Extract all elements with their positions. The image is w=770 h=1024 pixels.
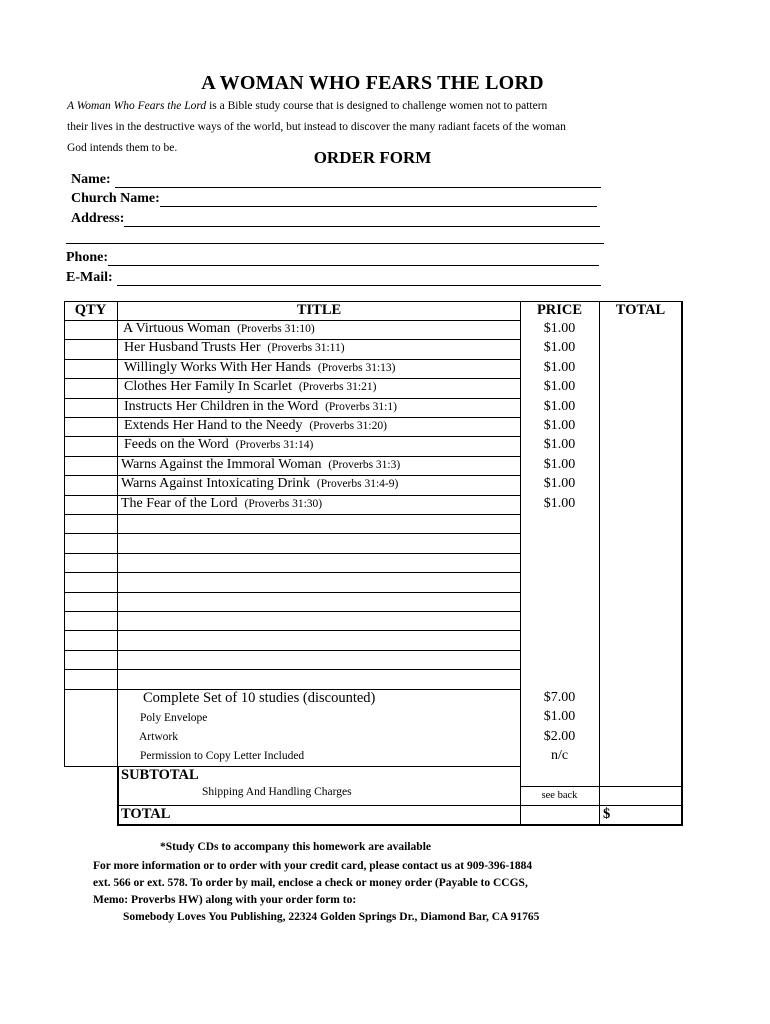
- item-title-text: Extends Her Hand to the Needy: [124, 418, 303, 433]
- shipping-price: see back: [541, 790, 578, 801]
- mailing-address: Somebody Loves You Publishing, 22324 Golden Springs Dr., Diamond Bar, CA 91765: [123, 911, 540, 923]
- address-field[interactable]: Address:: [71, 209, 600, 227]
- intro-line-3: God intends them to be.: [67, 142, 178, 154]
- grid-line: [681, 301, 683, 826]
- grid-line: [64, 553, 520, 554]
- grid-line: [64, 514, 520, 515]
- grid-line: [64, 669, 520, 670]
- item-reference: (Proverbs 31:13): [315, 361, 396, 374]
- item-title: [124, 379, 376, 395]
- item-title: [123, 321, 315, 337]
- grid-line: [64, 650, 520, 651]
- item-title-text: The Fear of the Lord: [121, 495, 238, 511]
- shipping-label: Shipping And Handling Charges: [202, 786, 352, 798]
- grid-line: [64, 592, 520, 593]
- qty-header: QTY: [74, 302, 107, 318]
- item-price: $1.00: [543, 456, 576, 472]
- intro-line-2: their lives in the destructive ways of the world, but instead to discover the many radiant facets of the woman: [67, 121, 566, 133]
- poly-envelope-price: $1.00: [543, 709, 576, 724]
- item-title: [124, 360, 396, 376]
- poly-envelope-label: Poly Envelope: [140, 712, 208, 724]
- page-title: A WOMAN WHO FEARS THE LORD: [201, 72, 544, 94]
- grid-line: [520, 786, 681, 787]
- item-title-text: Instructs Her Children in the Word: [124, 398, 319, 414]
- item-title: [124, 340, 345, 356]
- item-title: [124, 399, 397, 415]
- item-reference: (Proverbs 31:10): [234, 323, 315, 335]
- address-line-2[interactable]: [66, 243, 604, 244]
- contact-line-3: Memo: Proverbs HW) along with your order form to:: [93, 894, 357, 906]
- item-reference: (Proverbs 31:20): [306, 420, 387, 432]
- item-title-text: Warns Against Intoxicating Drink: [121, 476, 311, 492]
- item-price: $1.00: [543, 418, 576, 433]
- grid-line: [64, 533, 520, 534]
- item-title: [121, 496, 322, 512]
- item-reference: (Proverbs 31:1): [322, 400, 397, 413]
- order-form-heading: ORDER FORM: [313, 148, 432, 167]
- price-header: PRICE: [536, 302, 583, 318]
- item-price: $1.00: [543, 437, 576, 453]
- item-price: $1.00: [543, 398, 576, 414]
- grid-line: [117, 301, 118, 766]
- grid-line: [117, 766, 119, 826]
- name-line[interactable]: [115, 173, 601, 188]
- artwork-price: $2.00: [543, 729, 576, 744]
- contact-line-2: ext. 566 or ext. 578. To order by mail, enclose a check or money order (Payable to CCGS,: [93, 877, 528, 889]
- phone-field[interactable]: Phone:: [66, 248, 599, 266]
- grid-line: [64, 301, 65, 766]
- item-title: [121, 476, 398, 492]
- course-name: A Woman Who Fears the Lord: [67, 100, 207, 112]
- item-title-text: Her Husband Trusts Her: [124, 340, 261, 356]
- total-value: $: [603, 806, 611, 822]
- item-title-text: A Virtuous Woman: [123, 321, 231, 336]
- item-title-text: Feeds on the Word: [124, 437, 229, 453]
- church-field[interactable]: Church Name:: [71, 189, 597, 207]
- grid-line: [64, 630, 520, 631]
- grid-line: [64, 611, 520, 612]
- grid-line: [117, 805, 520, 806]
- name-field[interactable]: Name:: [71, 170, 601, 188]
- item-title-text: Willingly Works With Her Hands: [124, 359, 311, 375]
- item-reference: (Proverbs 31:4-9): [314, 478, 399, 491]
- item-title: [121, 457, 400, 473]
- item-reference: (Proverbs 31:11): [264, 342, 345, 355]
- item-title-text: Clothes Her Family In Scarlet: [124, 379, 292, 395]
- subtotal-label: SUBTOTAL: [121, 767, 199, 783]
- permission-price: n/c: [550, 748, 569, 763]
- intro-line-1: A Woman Who Fears the Lord is a Bible study course that is designed to challenge women not to pattern: [67, 100, 548, 112]
- artwork-label: Artwork: [139, 731, 178, 743]
- item-price: $1.00: [543, 379, 576, 395]
- title-header: TITLE: [296, 302, 342, 318]
- item-reference: (Proverbs 31:14): [232, 439, 314, 452]
- contact-line-1: For more information or to order with your credit card, please contact us at 909-396-1884: [93, 860, 533, 872]
- address-line[interactable]: [124, 212, 600, 227]
- total-label: TOTAL: [121, 806, 171, 822]
- item-reference: (Proverbs 31:30): [241, 497, 323, 510]
- grid-line: [599, 301, 600, 826]
- item-title: [124, 418, 387, 434]
- item-title-text: Warns Against the Immoral Woman: [121, 456, 322, 472]
- item-reference: (Proverbs 31:21): [295, 381, 377, 394]
- item-price: $1.00: [543, 495, 576, 511]
- phone-line[interactable]: [108, 251, 599, 266]
- grid-line: [520, 805, 681, 806]
- complete-set-label: Complete Set of 10 studies (discounted): [143, 690, 376, 706]
- item-price: $1.00: [543, 321, 576, 336]
- email-field[interactable]: E-Mail:: [66, 268, 601, 286]
- item-price: $1.00: [543, 359, 576, 375]
- email-line[interactable]: [117, 271, 601, 286]
- permission-label: Permission to Copy Letter Included: [140, 750, 305, 762]
- complete-set-price: $7.00: [543, 690, 576, 705]
- total-header: TOTAL: [615, 302, 666, 318]
- grid-line: [64, 572, 520, 573]
- item-reference: (Proverbs 31:3): [325, 458, 401, 471]
- cds-note: *Study CDs to accompany this homework are available: [160, 841, 432, 853]
- item-price: $1.00: [543, 476, 576, 492]
- item-title: [124, 437, 313, 453]
- grid-line: [117, 824, 683, 826]
- item-price: $1.00: [543, 340, 576, 356]
- church-line[interactable]: [160, 192, 597, 207]
